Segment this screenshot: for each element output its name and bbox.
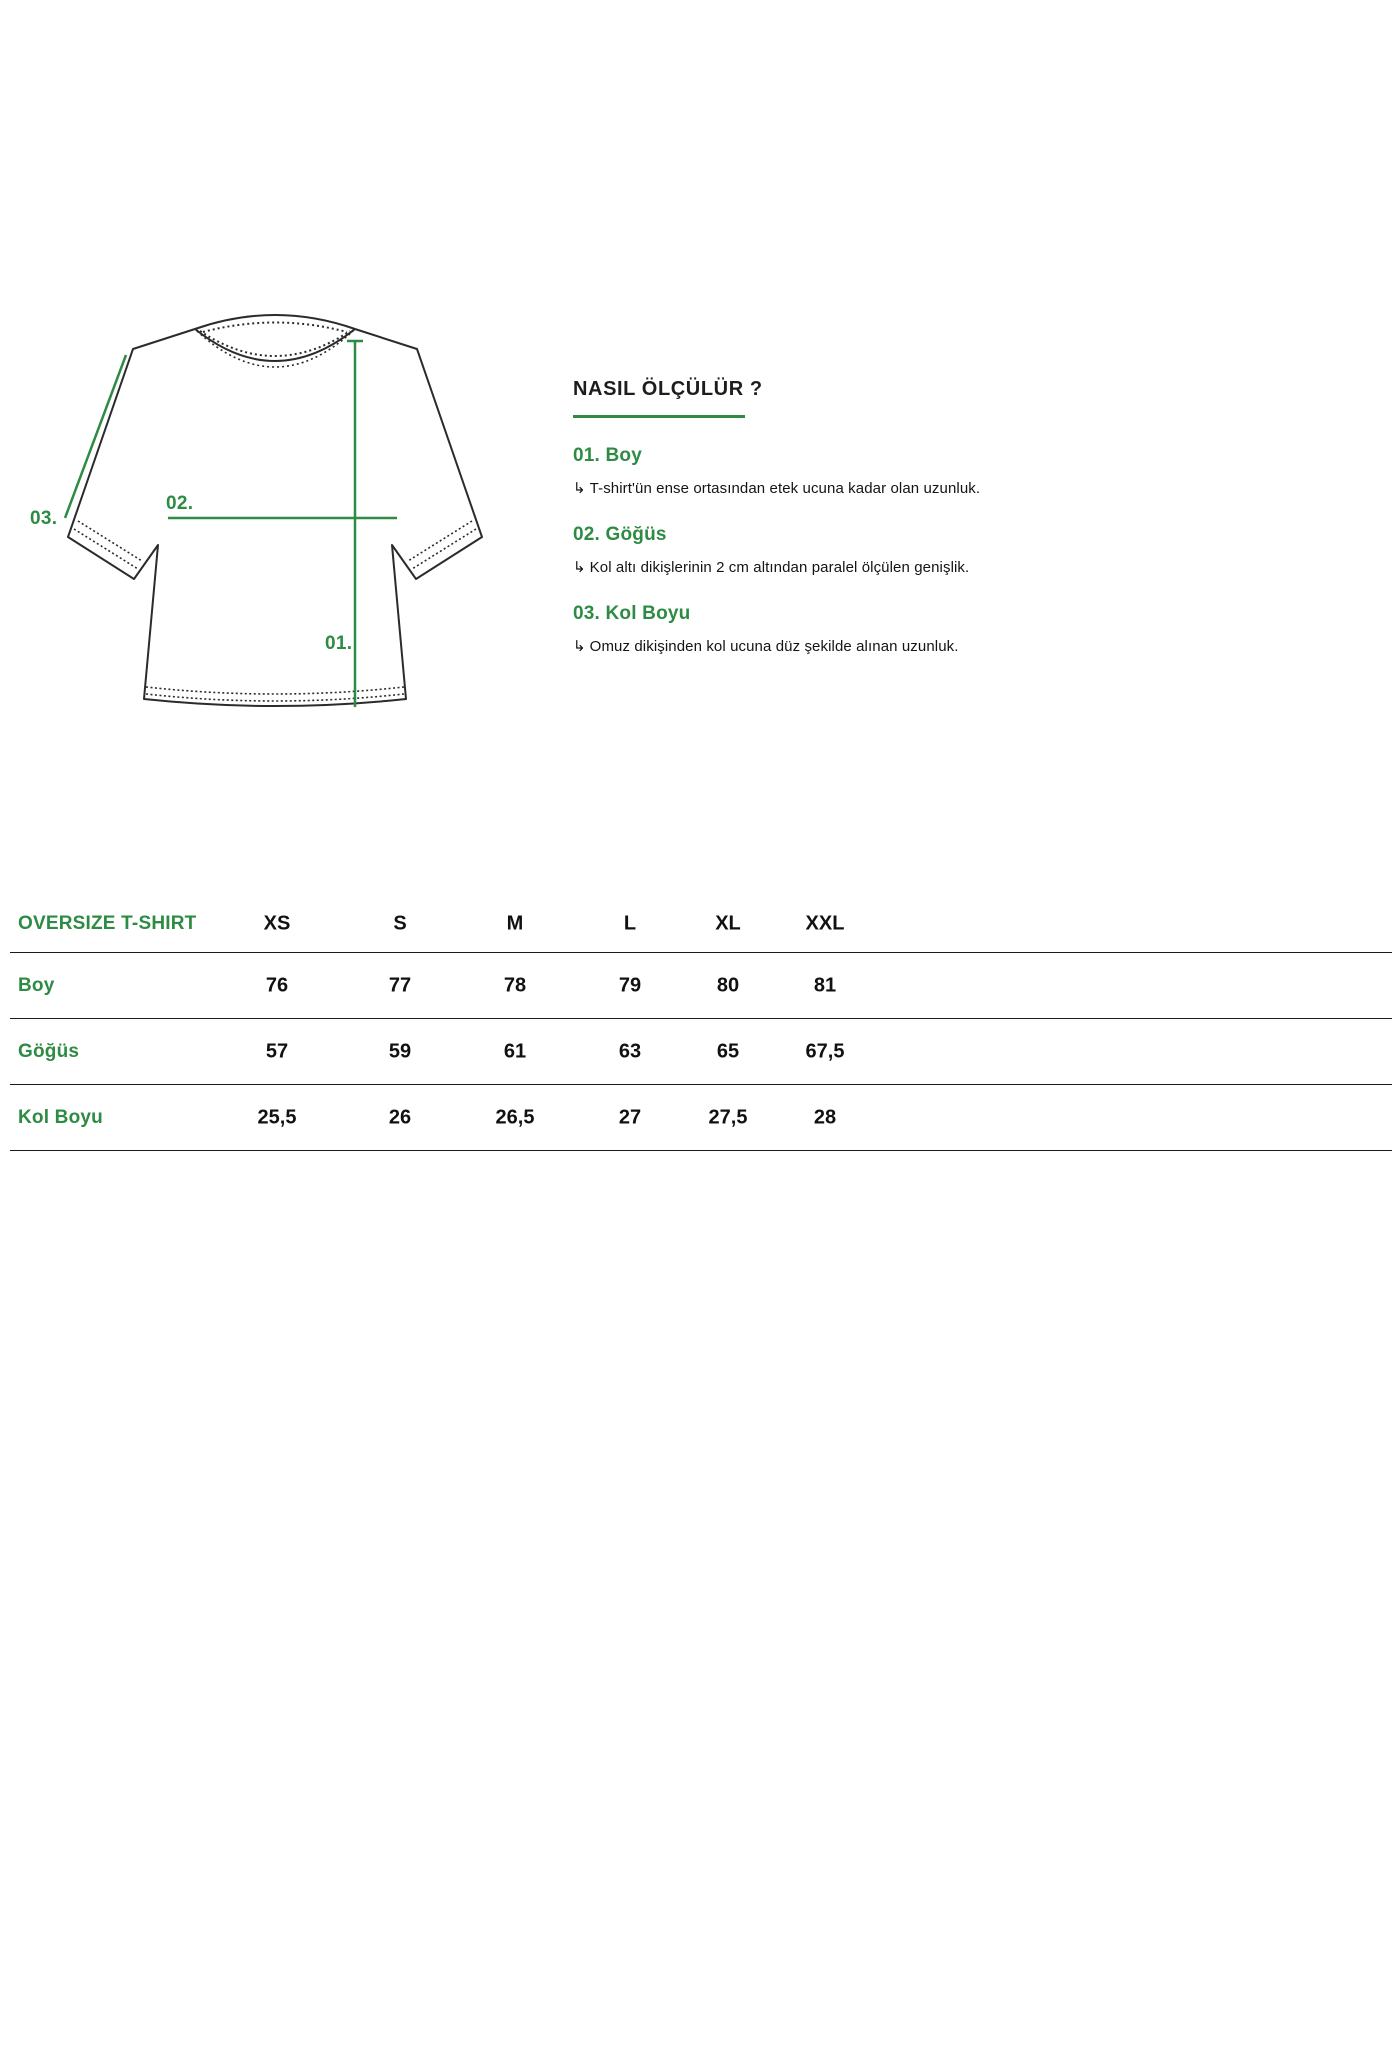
cell-boy-xxl: 81 bbox=[813, 974, 837, 996]
howto-desc-gogus-text: Kol altı dikişlerinin 2 cm altından paralel ölçülen genişlik. bbox=[589, 559, 970, 576]
measure-label-gogus: 02. bbox=[166, 493, 194, 514]
table-row-kol-boyu bbox=[10, 1085, 1392, 1151]
col-header-xxl: XXL bbox=[805, 912, 845, 935]
howto-section bbox=[573, 378, 1193, 655]
howto-desc-kol bbox=[573, 637, 1193, 655]
cell-gogus-xs: 57 bbox=[265, 1040, 289, 1062]
cell-gogus-l: 63 bbox=[618, 1040, 642, 1062]
cell-kol-xs: 25,5 bbox=[257, 1106, 297, 1128]
howto-heading-boy: 01. Boy bbox=[573, 445, 642, 466]
return-arrow-icon: ↳ bbox=[573, 638, 586, 655]
table-row-boy bbox=[10, 953, 1392, 1019]
col-header-xl: XL bbox=[715, 912, 741, 935]
cell-boy-m: 78 bbox=[503, 974, 527, 996]
howto-desc-boy bbox=[573, 479, 1193, 497]
tshirt-outline bbox=[68, 315, 482, 706]
cell-boy-s: 77 bbox=[388, 974, 412, 996]
cell-boy-xs: 76 bbox=[265, 974, 289, 996]
row-label-kol-boyu: Kol Boyu bbox=[18, 1106, 103, 1128]
col-header-m: M bbox=[506, 912, 524, 935]
col-header-xs: XS bbox=[263, 912, 291, 935]
row-label-gogus: Göğüs bbox=[18, 1040, 80, 1062]
cell-boy-xl: 80 bbox=[716, 974, 740, 996]
tshirt-figure bbox=[30, 300, 540, 740]
table-row-gogus bbox=[10, 1019, 1392, 1085]
cell-boy-l: 79 bbox=[618, 974, 642, 996]
howto-heading-gogus: 02. Göğüs bbox=[573, 524, 667, 545]
return-arrow-icon: ↳ bbox=[573, 559, 586, 576]
cell-kol-xxl: 28 bbox=[813, 1106, 837, 1128]
cell-kol-xl: 27,5 bbox=[708, 1106, 748, 1128]
col-header-l: L bbox=[623, 912, 637, 935]
howto-title: NASIL ÖLÇÜLÜR ? bbox=[573, 378, 763, 400]
return-arrow-icon: ↳ bbox=[573, 480, 586, 497]
title-underline bbox=[573, 415, 745, 418]
size-table bbox=[10, 896, 1392, 1151]
howto-desc-boy-text: T-shirt'ün ense ortasından etek ucuna kadar olan uzunluk. bbox=[589, 480, 981, 497]
table-header-row bbox=[10, 896, 1392, 953]
cell-kol-s: 26 bbox=[388, 1106, 412, 1128]
howto-desc-gogus bbox=[573, 558, 1193, 576]
cell-kol-m: 26,5 bbox=[495, 1106, 535, 1128]
measure-label-kol: 03. bbox=[30, 508, 58, 529]
row-label-boy: Boy bbox=[18, 974, 55, 996]
cell-gogus-s: 59 bbox=[388, 1040, 412, 1062]
howto-heading-kol: 03. Kol Boyu bbox=[573, 603, 691, 624]
cell-gogus-xl: 65 bbox=[716, 1040, 740, 1062]
table-title: OVERSIZE T-SHIRT bbox=[18, 913, 197, 934]
cell-kol-l: 27 bbox=[618, 1106, 642, 1128]
measure-label-boy: 01. bbox=[325, 633, 353, 654]
tshirt-diagram-icon bbox=[40, 305, 510, 730]
col-header-s: S bbox=[393, 912, 407, 935]
cell-gogus-m: 61 bbox=[503, 1040, 527, 1062]
howto-desc-kol-text: Omuz dikişinden kol ucuna düz şekilde alınan uzunluk. bbox=[589, 638, 959, 655]
cell-gogus-xxl: 67,5 bbox=[805, 1040, 845, 1062]
